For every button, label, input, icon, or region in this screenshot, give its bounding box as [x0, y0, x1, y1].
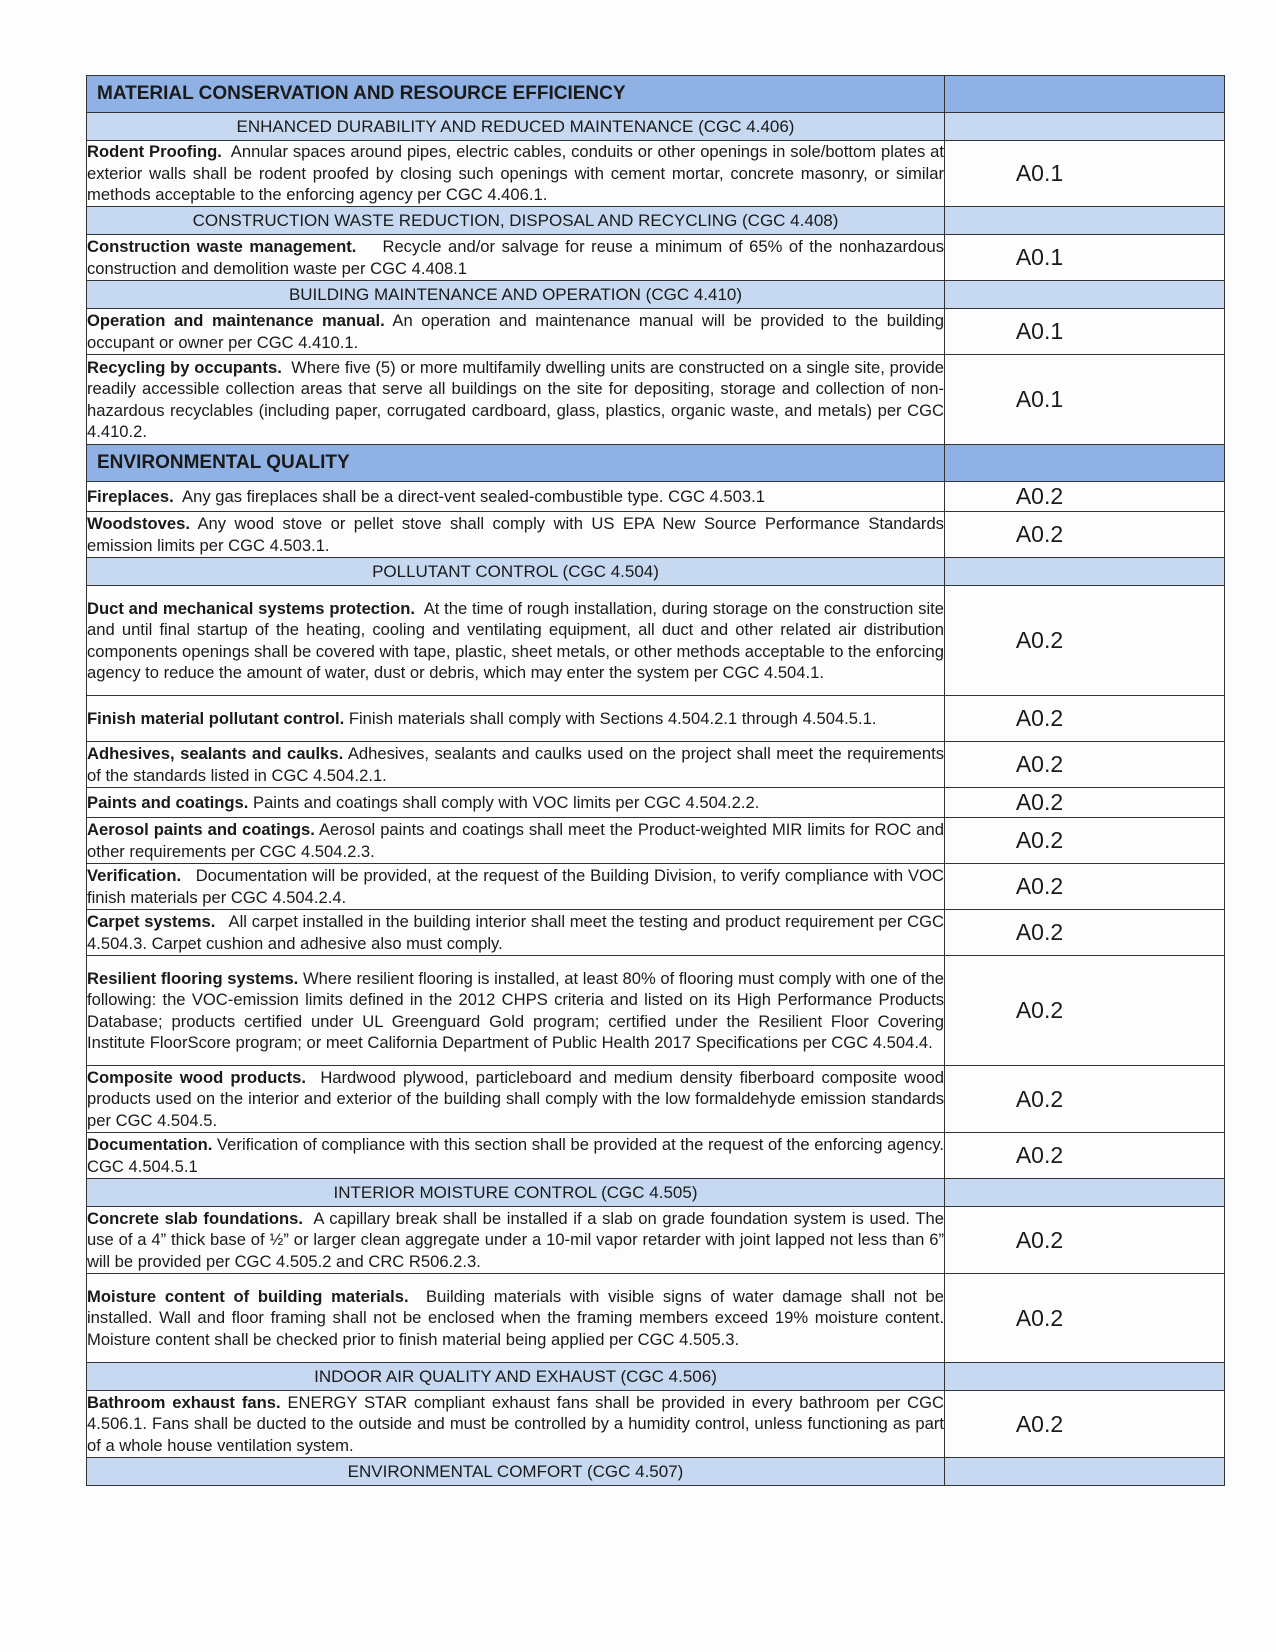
requirement-cell: [87, 1133, 945, 1179]
requirement-title: Woodstoves.: [87, 514, 190, 533]
sheet-reference-cell: [945, 1207, 1225, 1274]
subsection-header-row: [87, 281, 1225, 309]
requirement-title: Fireplaces.: [87, 486, 174, 506]
subsection-header-ref-cell: [945, 1179, 1225, 1207]
requirement-text: Any gas fireplaces shall be a direct-vent sealed-combustible type. CGC 4.503.1: [182, 486, 765, 506]
subsection-header: POLLUTANT CONTROL (CGC 4.504): [87, 558, 945, 586]
subsection-header-row: [87, 207, 1225, 235]
table-row: [87, 309, 1225, 355]
subsection-header-ref-cell: [945, 207, 1225, 235]
sheet-reference-cell: [945, 818, 1225, 864]
requirement-title: Recycling by occupants.: [87, 357, 282, 377]
requirement-cell: [87, 586, 945, 696]
sheet-reference: A0.2: [1015, 521, 1064, 547]
sheet-reference: A0.1: [1015, 318, 1064, 344]
requirement-title: Paints and coatings.: [87, 792, 249, 812]
table-row: [87, 742, 1225, 788]
requirement-cell: [87, 1274, 945, 1363]
requirement-text: Building materials with visible signs of water damage shall not be installed. Wall and floor framing shall not be enclosed when the framing members exceed 19% moisture content. Moisture content shall be checked prior to finish material being applied per CGC 4.505.3.: [87, 1286, 944, 1349]
subsection-header-ref-cell: [945, 1363, 1225, 1391]
table-row: [87, 512, 1225, 558]
subsection-header-row: [87, 1179, 1225, 1207]
subsection-header-row: [87, 1363, 1225, 1391]
requirement-cell: [87, 309, 945, 355]
table-row: [87, 864, 1225, 910]
sheet-reference: A0.2: [1015, 1085, 1064, 1112]
requirement-text: Any wood stove or pellet stove shall comply with US EPA New Source Performance Standards emission limits per CGC 4.503.1.: [87, 514, 944, 555]
sheet-reference-cell: [945, 956, 1225, 1066]
sheet-reference-cell: [945, 788, 1225, 818]
sheet-reference: A0.1: [1015, 160, 1064, 186]
table-row: [87, 956, 1225, 1066]
sheet-reference: A0.1: [1015, 244, 1064, 270]
requirement-title: Bathroom exhaust fans.: [87, 1392, 281, 1412]
subsection-header: INDOOR AIR QUALITY AND EXHAUST (CGC 4.506): [87, 1363, 945, 1391]
requirement-title: Aerosol paints and coatings.: [87, 820, 315, 839]
sheet-reference: A0.2: [1015, 751, 1064, 777]
requirement-text: Adhesives, sealants and caulks used on the project shall meet the requirements of the standards listed in CGC 4.504.2.1.: [87, 744, 944, 785]
table-row: [87, 910, 1225, 956]
sheet-reference: A0.1: [1015, 386, 1064, 412]
requirement-cell: [87, 512, 945, 558]
subsection-header-ref-cell: [945, 281, 1225, 309]
requirement-text: Finish materials shall comply with Sections 4.504.2.1 through 4.504.5.1.: [348, 708, 877, 728]
sheet-reference-cell: [945, 482, 1225, 512]
requirement-text: A capillary break shall be installed if a slab on grade foundation system is used. The use of a 4” thick base of ½” or larger clean aggregate under a 10-mil vapor retarder with joint lapped not less than 6” will be provided per CGC 4.505.2 and CRC R506.2.3.: [87, 1208, 944, 1271]
sheet-reference: A0.2: [1015, 1142, 1064, 1168]
requirement-text: Verification of compliance with this section shall be provided at the request of the enforcing agency. CGC 4.504.5.1: [87, 1135, 944, 1176]
sheet-reference-cell: [945, 586, 1225, 696]
requirement-cell: [87, 141, 945, 207]
requirement-cell: [87, 235, 945, 281]
section-header: ENVIRONMENTAL QUALITY: [87, 445, 945, 482]
sheet-reference-cell: [945, 864, 1225, 910]
table-row: [87, 586, 1225, 696]
requirement-cell: [87, 1207, 945, 1274]
requirement-title: Resilient flooring systems.: [87, 968, 299, 988]
table-row: [87, 1391, 1225, 1458]
subsection-header-ref-cell: [945, 1458, 1225, 1486]
table-row: [87, 696, 1225, 742]
section-header-row: [87, 445, 1225, 482]
sheet-reference: A0.2: [1015, 919, 1064, 945]
subsection-header-row: [87, 113, 1225, 141]
requirement-cell: [87, 788, 945, 818]
sheet-reference-cell: [945, 141, 1225, 207]
subsection-header-ref-cell: [945, 558, 1225, 586]
requirement-cell: [87, 864, 945, 910]
section-header-row: [87, 76, 1225, 113]
table-row: [87, 788, 1225, 818]
sheet-reference-cell: [945, 742, 1225, 788]
requirement-title: Adhesives, sealants and caulks.: [87, 744, 344, 763]
requirement-title: Construction waste management.: [87, 237, 357, 256]
table-row: [87, 1066, 1225, 1133]
sheet-reference: A0.2: [1015, 789, 1064, 815]
sheet-reference: A0.2: [1015, 627, 1064, 653]
sheet-reference: A0.2: [1015, 873, 1064, 899]
sheet-reference: A0.2: [1015, 483, 1064, 509]
sheet-reference-cell: [945, 696, 1225, 742]
requirement-title: Rodent Proofing.: [87, 142, 222, 162]
requirement-cell: [87, 956, 945, 1066]
subsection-header: ENVIRONMENTAL COMFORT (CGC 4.507): [87, 1458, 945, 1486]
table-row: [87, 1133, 1225, 1179]
table-row: [87, 818, 1225, 864]
requirement-text: Paints and coatings shall comply with VOC limits per CGC 4.504.2.2.: [253, 792, 760, 812]
sheet-reference: A0.2: [1015, 997, 1064, 1023]
sheet-reference: A0.2: [1015, 705, 1064, 731]
requirement-title: Composite wood products.: [87, 1067, 306, 1087]
sheet-reference: A0.2: [1015, 827, 1064, 853]
requirement-cell: [87, 696, 945, 742]
subsection-header: INTERIOR MOISTURE CONTROL (CGC 4.505): [87, 1179, 945, 1207]
section-header-ref-cell: [945, 445, 1225, 482]
requirement-cell: [87, 1391, 945, 1458]
subsection-header-row: [87, 558, 1225, 586]
sheet-reference-cell: [945, 1391, 1225, 1458]
requirement-title: Finish material pollutant control.: [87, 708, 345, 728]
sheet-reference-cell: [945, 1133, 1225, 1179]
requirement-text: Where resilient flooring is installed, at least 80% of flooring must comply with one of the following: the VOC-emission limits defined in the 2012 CHPS criteria and listed on its High Performance Products Database; products certified under UL Greenguard Gold program; certified under the Resilient Floor Covering Institute FloorScore program; or meet California Department of Public Health 2017 Specifications per CGC 4.504.4.: [87, 968, 944, 1052]
sheet-reference-cell: [945, 309, 1225, 355]
sheet-reference-cell: [945, 235, 1225, 281]
subsection-header-row: [87, 1458, 1225, 1486]
requirement-cell: [87, 355, 945, 445]
requirement-text: Where five (5) or more multifamily dwelling units are constructed on a single site, provide readily accessible collection areas that serve all buildings on the site for depositing, storage and collection of non-hazardous recyclables (including paper, corrugated cardboard, glass, plastics, organic waste, and metals) per CGC 4.410.2.: [87, 357, 944, 441]
section-header: MATERIAL CONSERVATION AND RESOURCE EFFICIENCY: [87, 76, 945, 113]
sheet-reference-cell: [945, 355, 1225, 445]
sheet-reference: A0.2: [1015, 1410, 1064, 1437]
table-row: [87, 482, 1225, 512]
table-row: [87, 141, 1225, 207]
requirement-cell: [87, 482, 945, 512]
subsection-header: CONSTRUCTION WASTE REDUCTION, DISPOSAL AND RECYCLING (CGC 4.408): [87, 207, 945, 235]
table-row: [87, 235, 1225, 281]
requirement-title: Moisture content of building materials.: [87, 1286, 409, 1306]
requirement-title: Carpet systems.: [87, 912, 216, 931]
requirement-title: Operation and maintenance manual.: [87, 311, 385, 330]
table-row: [87, 355, 1225, 445]
requirement-cell: [87, 910, 945, 956]
requirement-cell: [87, 742, 945, 788]
requirement-cell: [87, 1066, 945, 1133]
section-header-ref-cell: [945, 76, 1225, 113]
sheet-reference-cell: [945, 1066, 1225, 1133]
subsection-header-ref-cell: [945, 113, 1225, 141]
requirement-title: Documentation.: [87, 1135, 213, 1154]
requirement-cell: [87, 818, 945, 864]
requirement-title: Concrete slab foundations.: [87, 1208, 303, 1228]
subsection-header: BUILDING MAINTENANCE AND OPERATION (CGC 4.410): [87, 281, 945, 309]
requirement-text: An operation and maintenance manual will be provided to the building occupant or owner per CGC 4.410.1.: [87, 311, 944, 352]
sheet-reference-cell: [945, 910, 1225, 956]
requirement-title: Verification.: [87, 866, 182, 885]
table-row: [87, 1207, 1225, 1274]
subsection-header: ENHANCED DURABILITY AND REDUCED MAINTENANCE (CGC 4.406): [87, 113, 945, 141]
sheet-reference: A0.2: [1015, 1226, 1064, 1253]
sheet-reference-cell: [945, 1274, 1225, 1363]
requirement-text: At the time of rough installation, during storage on the construction site and until final startup of the heating, cooling and ventilating equipment, all duct and other related air distribution components openings shall be covered with tape, plastic, sheet metals, or other methods acceptable to the enforcing agency to reduce the amount of water, dust or debris, which may enter the system per CGC 4.504.1.: [87, 598, 944, 682]
table-row: [87, 1274, 1225, 1363]
requirement-text: Annular spaces around pipes, electric cables, conduits or other openings in sole/bottom plates at exterior walls shall be rodent proofed by closing such openings with cement mortar, concrete masonry, or similar methods acceptable to the enforcing agency per CGC 4.406.1.: [87, 142, 944, 205]
requirement-text: Aerosol paints and coatings shall meet the Product-weighted MIR limits for ROC and other requirements per CGC 4.504.2.3.: [87, 820, 944, 861]
sheet-reference: A0.2: [1015, 1304, 1064, 1331]
requirement-text: All carpet installed in the building interior shall meet the testing and product requirement per CGC 4.504.3. Carpet cushion and adhesive also must comply.: [87, 912, 944, 953]
requirement-title: Duct and mechanical systems protection.: [87, 598, 416, 618]
requirement-text: Hardwood plywood, particleboard and medium density fiberboard composite wood products used on the interior and exterior of the building shall comply with the low formaldehyde emission standards per CGC 4.504.5.: [87, 1067, 944, 1130]
green-building-checklist-table: [86, 75, 1225, 1486]
requirement-text: Recycle and/or salvage for reuse a minimum of 65% of the nonhazardous construction and demolition waste per CGC 4.408.1: [87, 237, 944, 278]
requirement-text: Documentation will be provided, at the request of the Building Division, to verify compliance with VOC finish materials per CGC 4.504.2.4.: [87, 866, 944, 907]
sheet-reference-cell: [945, 512, 1225, 558]
requirement-text: ENERGY STAR compliant exhaust fans shall be provided in every bathroom per CGC 4.506.1. Fans shall be ducted to the outside and must be controlled by a humidity control, unless functioning as part of a whole house ventilation system.: [87, 1392, 944, 1455]
